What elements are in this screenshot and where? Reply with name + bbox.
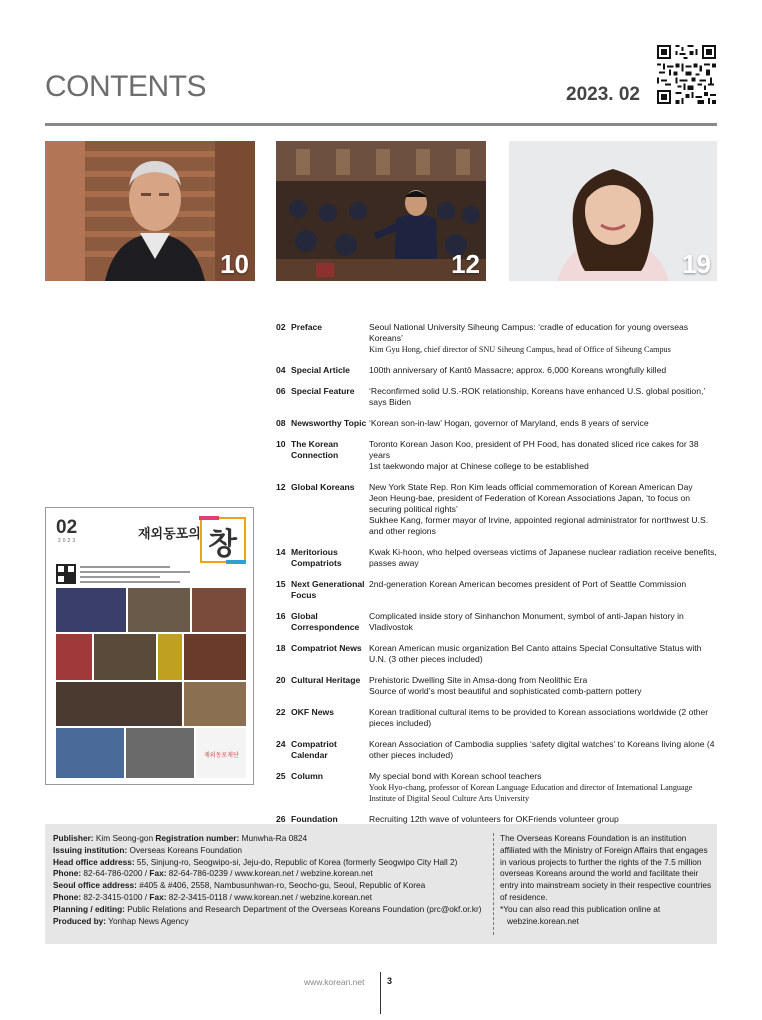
toc-entry[interactable] (276, 439, 721, 472)
info-value: Kim Seong-gon (93, 833, 156, 843)
toc-headline: Complicated inside story of Sinhanchon Monument, symbol of anti-Japan history in Vladivostok (369, 611, 684, 632)
toc-section-name: Preface (291, 322, 323, 332)
cover-magazine-title-big: 창 (208, 527, 237, 562)
footer-divider (380, 972, 381, 1014)
info-label: Planning / editing: (53, 903, 125, 914)
publisher-info-line (53, 857, 493, 869)
toc-entry[interactable] (276, 611, 721, 633)
toc-section-name: Compatriot Calendar (291, 739, 337, 760)
toc-page-number: 15 (276, 579, 286, 589)
toc-entry[interactable] (276, 675, 721, 697)
info-label: Phone: (53, 891, 82, 902)
toc-headlines (369, 675, 721, 697)
toc-entry[interactable] (276, 365, 721, 376)
toc-page-number: 06 (276, 386, 286, 396)
publisher-info-line (53, 904, 493, 916)
publisher-info-line (53, 845, 493, 857)
toc-entry[interactable] (276, 418, 721, 429)
info-label: Publisher: (53, 833, 94, 843)
photo-legislative-chamber[interactable] (276, 141, 486, 281)
toc-headlines (369, 547, 721, 569)
toc-headlines (369, 322, 721, 355)
toc-headline: 2nd-generation Korean American becomes president of Port of Seattle Commission (369, 579, 687, 589)
toc-headline: Toronto Korean Jason Koo, president of PH Food, has donated sliced rice cakes for 38 years (369, 439, 699, 460)
online-url-link[interactable]: webzine.korean.net (507, 915, 579, 926)
cover-publisher-mark: 재외동포재단 (204, 752, 239, 759)
info-label: Seoul office address: (53, 880, 137, 891)
toc-section-name: Cultural Heritage (291, 675, 361, 685)
foundation-about (500, 833, 712, 927)
toc-section-name: Meritorious Compatriots (291, 547, 342, 568)
info-value: #405 & #406, 2558, Nambusunhwan-ro, Seocho-gu, Seoul, Republic of Korea (136, 880, 426, 891)
toc-page-number: 24 (276, 739, 286, 749)
toc-page-number: 12 (276, 482, 286, 492)
publisher-info-line (53, 892, 493, 904)
toc-page-number: 22 (276, 707, 286, 717)
toc-headlines (369, 611, 721, 633)
toc-entry[interactable] (276, 482, 721, 537)
publisher-info-line (53, 916, 493, 928)
foundation-about-text: The Overseas Koreans Foundation is an institution affiliated with the Ministry of Foreign Affairs that engages in various projects to further the rights of the 7.5 million overseas Koreans around the world and facilitate their entry into mainstream society in their respective countries of residence. (500, 833, 712, 902)
toc-headline: 100th anniversary of Kantō Massacre; approx. 6,000 Koreans wrongfully killed (369, 365, 667, 375)
toc-section-name: Next Generational Focus (291, 579, 365, 600)
toc-headlines (369, 643, 721, 665)
toc-headlines (369, 439, 721, 472)
photo-page-number: 10 (220, 249, 249, 279)
magazine-cover[interactable] (45, 507, 254, 785)
photo-page-number: 19 (682, 249, 711, 279)
toc-page-number: 10 (276, 439, 286, 449)
page-number: 3 (387, 976, 393, 986)
cover-magazine-title: 재외동포의 (138, 527, 201, 542)
toc-section-name: Column (291, 771, 323, 781)
toc-entry[interactable] (276, 547, 721, 569)
toc-headline: Source of world’s most beautiful and sophisticated comb-pattern pottery (369, 686, 642, 696)
table-of-contents (276, 322, 721, 846)
toc-byline: Kim Gyu Hong, chief director of SNU Siheung Campus, head of Office of Siheung Campus (369, 345, 671, 354)
toc-page-number: 18 (276, 643, 286, 653)
page-title: CONTENTS (45, 70, 206, 103)
toc-entry[interactable] (276, 386, 721, 408)
toc-entry[interactable] (276, 579, 721, 601)
photo-page-number: 12 (451, 249, 480, 279)
publisher-details (53, 833, 493, 927)
toc-headlines (369, 771, 721, 804)
toc-section-name: The Korean Connection (291, 439, 339, 460)
info-value: 55, Sinjung-ro, Seogwipo-si, Jeju-do, Republic of Korea (formerly Seogwipo City Hall 2) (134, 856, 458, 867)
toc-entry[interactable] (276, 771, 721, 804)
toc-page-number: 16 (276, 611, 286, 621)
info-label: Issuing institution: (53, 844, 128, 855)
qr-code-icon[interactable] (657, 45, 716, 104)
toc-headline: ‘Reconfirmed solid U.S.-ROK relationship, Koreans have enhanced U.S. global position,’ says Biden (369, 386, 705, 407)
toc-page-number: 04 (276, 365, 286, 375)
info-label: Phone: (53, 868, 82, 879)
toc-headline: My special bond with Korean school teachers (369, 771, 542, 781)
footer-website[interactable]: www.korean.net (304, 977, 365, 987)
info-label: Registration number: (155, 833, 240, 843)
publisher-info-box (45, 824, 717, 944)
publisher-info-line (53, 833, 493, 845)
toc-headline: Sukhee Kang, former mayor of Irvine, appointed regional administrator for northwest U.S. and other regions (369, 515, 709, 536)
photo-woman-portrait[interactable] (509, 141, 717, 281)
info-label: Fax: (149, 868, 167, 879)
info-value: Overseas Koreans Foundation (127, 844, 243, 855)
toc-headline: Recruiting 12th wave of volunteers for OKFriends volunteer group (369, 814, 619, 824)
info-divider (493, 833, 494, 935)
toc-section-name: OKF News (291, 707, 334, 717)
toc-page-number: 08 (276, 418, 286, 428)
toc-section-name: Special Article (291, 365, 350, 375)
toc-byline: Yook Hyo-chang, professor of Korean Language Education and director of International Language Institute of Digital Seoul Culture Arts University (369, 783, 693, 803)
info-value: Munwha-Ra 0824 (239, 833, 308, 843)
cover-issue-year: 2023 (58, 538, 78, 544)
info-value: 82-2-3415-0100 / (81, 891, 150, 902)
toc-headlines (369, 365, 721, 376)
toc-headline: Kwak Ki-hoon, who helped overseas victims of Japanese nuclear radiation receive benefits, passes away (369, 547, 717, 568)
photo-elderly-man[interactable] (45, 141, 255, 281)
toc-section-name: Global Koreans (291, 482, 355, 492)
toc-headlines (369, 707, 721, 729)
toc-section-name: Global Correspondence (291, 611, 360, 632)
toc-entry[interactable] (276, 643, 721, 665)
online-note: *You can also read this publication online at (500, 903, 661, 914)
toc-headlines (369, 418, 721, 429)
info-label: Fax: (149, 891, 167, 902)
toc-page-number: 14 (276, 547, 286, 557)
toc-headline: Korean Association of Cambodia supplies ‘safety digital watches’ to Koreans living alone (4 other pieces included) (369, 739, 715, 760)
toc-headline: 1st taekwondo major at Chinese college to be established (369, 461, 589, 471)
toc-section-name: Compatriot News (291, 643, 362, 653)
info-value: 82-64-786-0239 / www.korean.net / webzine.korean.net (166, 868, 373, 879)
toc-headlines (369, 579, 721, 601)
toc-entry[interactable] (276, 322, 721, 355)
publisher-info-line (53, 880, 493, 892)
toc-headline: Jeon Heung-bae, president of Federation of Korean Associations Japan, ‘to focus on securing political rights’ (369, 493, 691, 514)
toc-entry[interactable] (276, 739, 721, 761)
info-value: Yonhap News Agency (106, 915, 189, 926)
issue-date: 2023. 02 (566, 84, 640, 105)
toc-headline: Korean American music organization Bel Canto attains Special Consultative Status with U.N. (3 other pieces included) (369, 643, 702, 664)
toc-page-number: 20 (276, 675, 286, 685)
toc-headline: ‘Korean son-in-law’ Hogan, governor of Maryland, ends 8 years of service (369, 418, 649, 428)
toc-page-number: 25 (276, 771, 286, 781)
toc-headlines (369, 482, 721, 537)
toc-page-number: 02 (276, 322, 286, 332)
toc-entry[interactable] (276, 707, 721, 729)
info-label: Produced by: (53, 915, 107, 926)
info-label: Head office address: (53, 856, 135, 867)
info-value: 82-2-3415-0118 / www.korean.net / webzine.korean.net (166, 891, 373, 902)
publisher-info-line (53, 868, 493, 880)
toc-headline: Prehistoric Dwelling Site in Amsa-dong from Neolithic Era (369, 675, 588, 685)
toc-headlines (369, 739, 721, 761)
cover-issue-number: 02 (56, 517, 78, 538)
toc-section-name: Special Feature (291, 386, 355, 396)
toc-page-number: 26 (276, 814, 286, 824)
header-rule (45, 123, 717, 126)
toc-headline: Seoul National University Siheung Campus: ‘cradle of education for young overseas Koreans’ (369, 322, 689, 343)
toc-headline: New York State Rep. Ron Kim leads official commemoration of Korean American Day (369, 482, 693, 492)
info-value: Public Relations and Research Department of the Overseas Koreans Foundation (prc@okf.or.kr) (124, 903, 482, 914)
toc-headline: Korean traditional cultural items to be provided to Korean associations worldwide (2 other pieces included) (369, 707, 709, 728)
info-value: 82-64-786-0200 / (81, 868, 150, 879)
toc-section-name: Foundation (291, 814, 338, 824)
toc-section-name: Newsworthy Topic (291, 418, 367, 428)
toc-headlines (369, 386, 721, 408)
